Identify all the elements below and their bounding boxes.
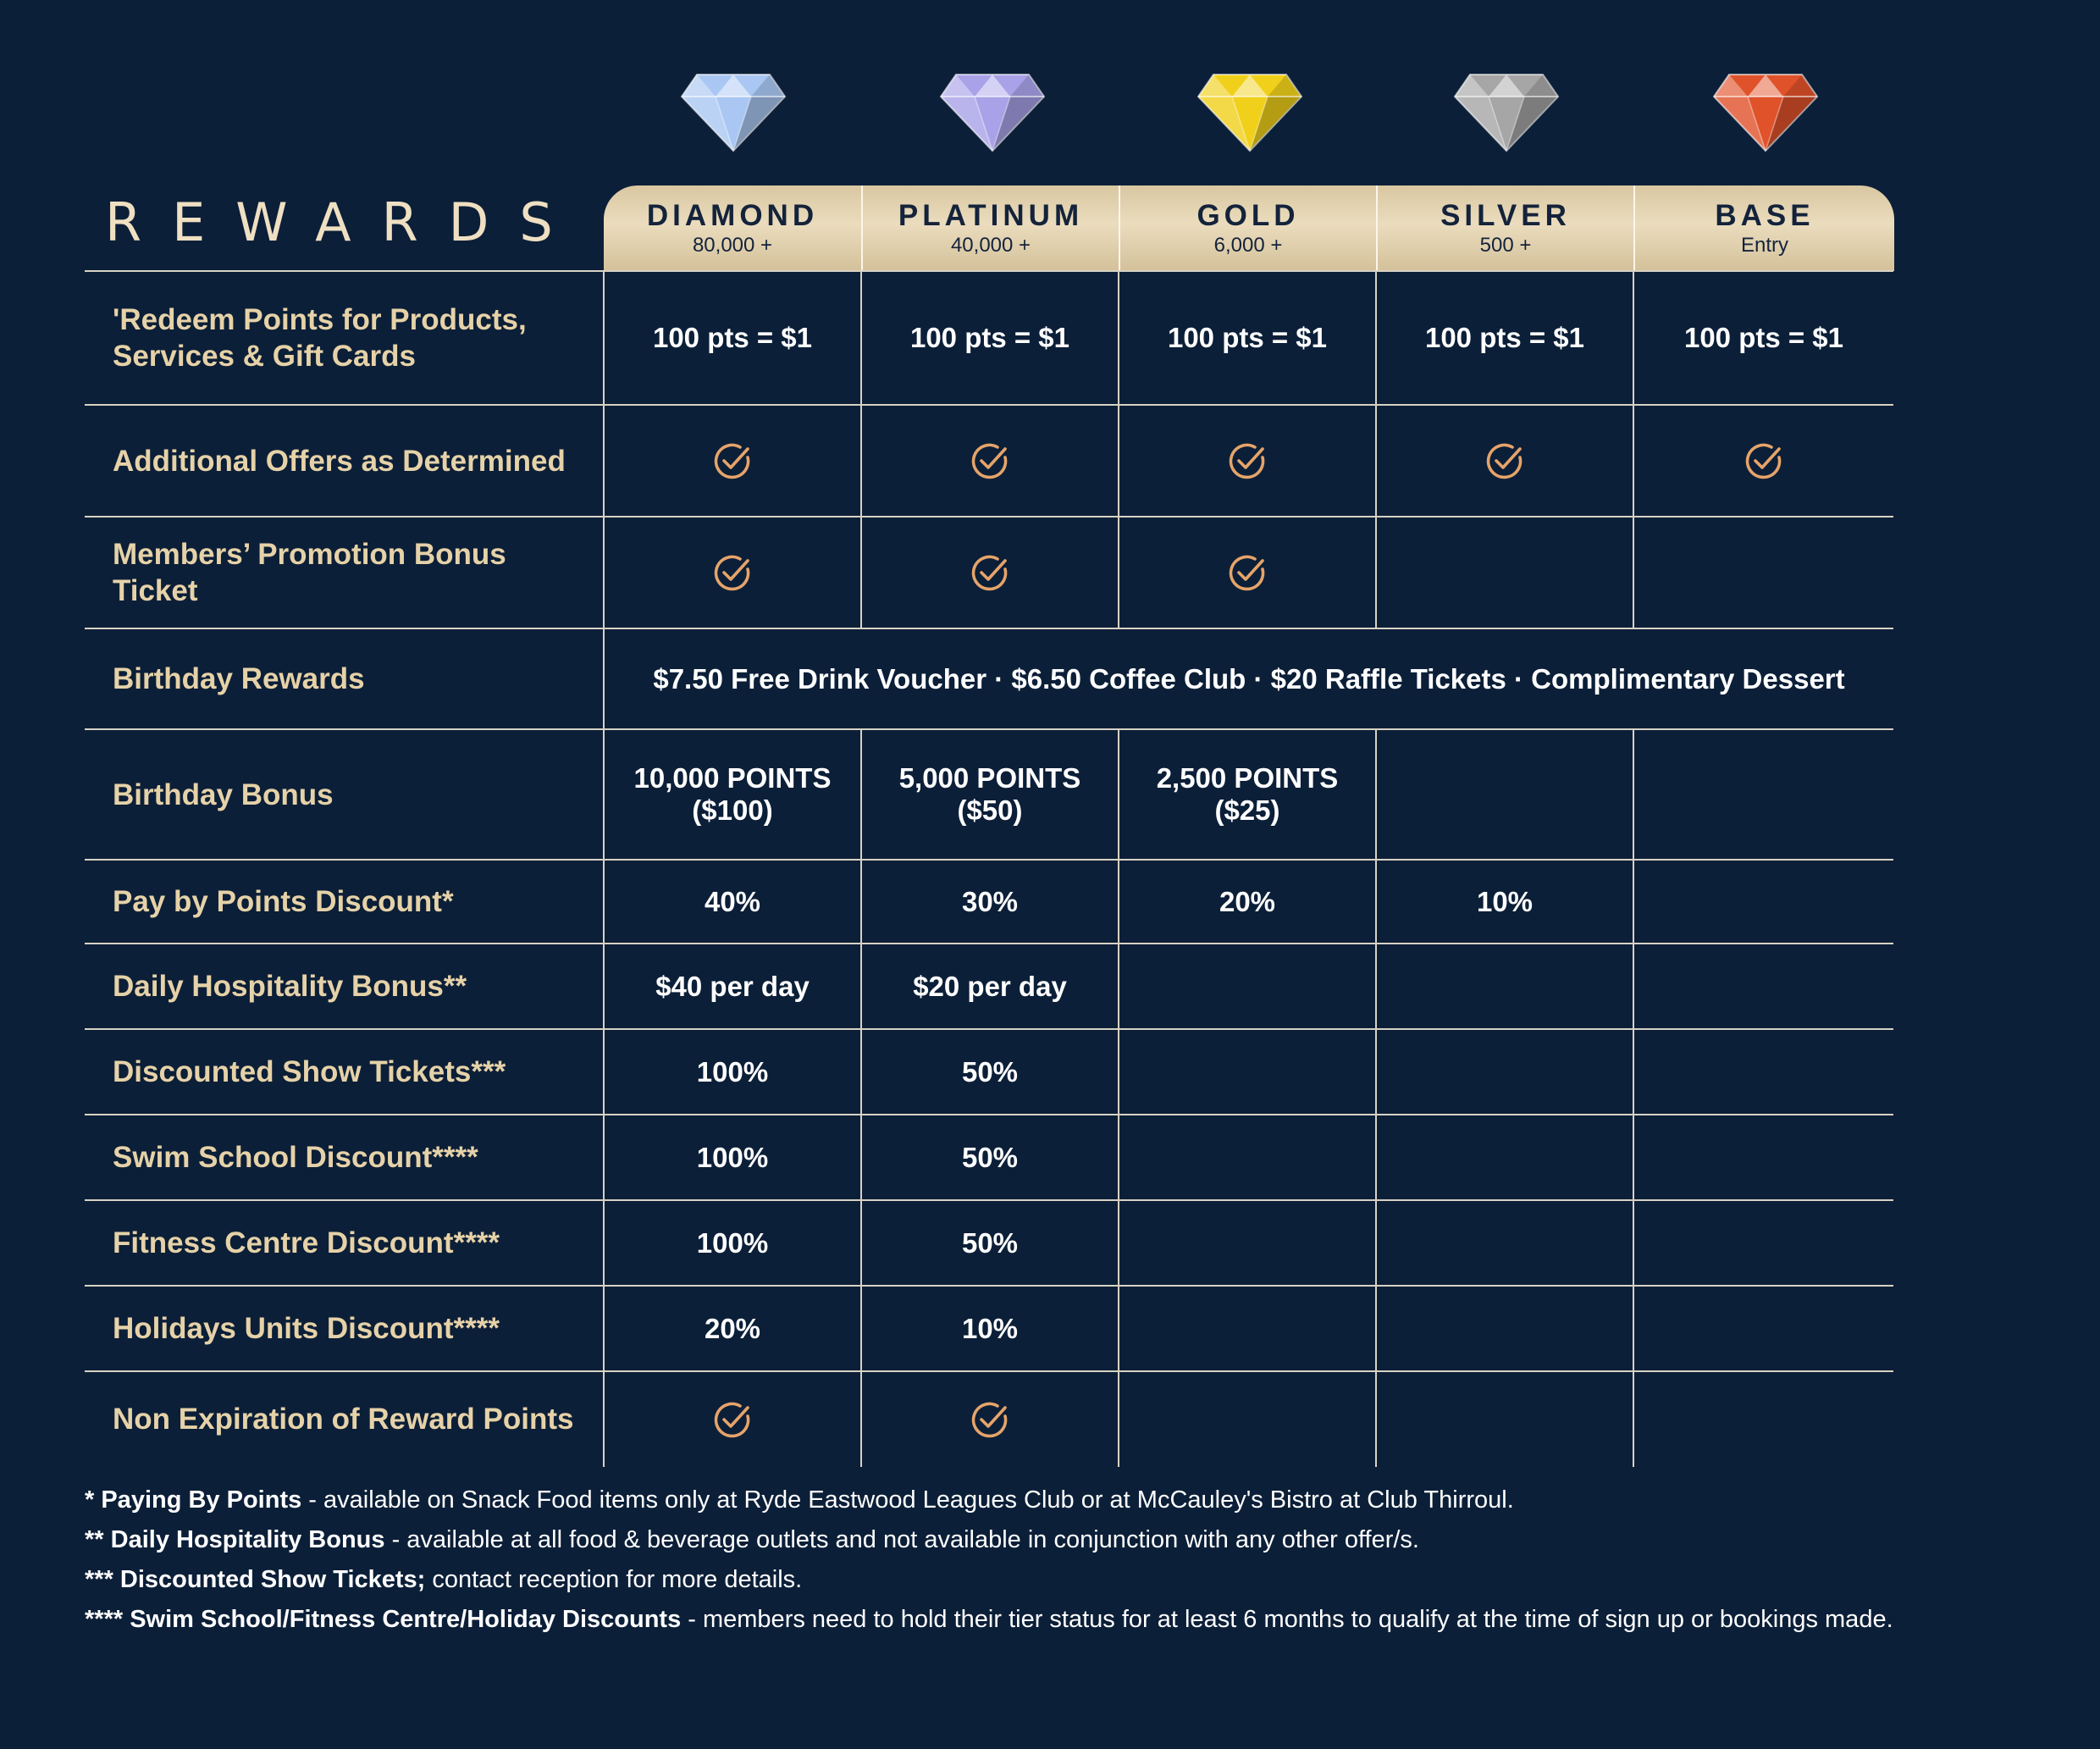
footnote-title: ** Daily Hospitality Bonus: [85, 1526, 385, 1553]
table-cell: $20 per day: [913, 970, 1067, 1002]
empty-cell: [1376, 1286, 1633, 1371]
table-cell: 2,500 POINTS ($25): [1156, 762, 1339, 826]
check-icon: [712, 1399, 753, 1440]
row-label: 'Redeem Points for Products, Services & Gift Cards: [113, 303, 527, 373]
footnotes: [85, 1481, 2100, 1640]
footnote: * Paying By Points - available on Snack Food items only at Ryde Eastwood Leagues Club or at McCauley's Bistro at Club Thirroul.: [85, 1486, 1514, 1514]
table-row: [0, 1286, 2100, 1371]
table-cell: 100%: [696, 1141, 769, 1173]
check-icon: [970, 552, 1010, 593]
row-label: Birthday Bonus: [113, 778, 334, 811]
check-icon: [970, 1399, 1010, 1440]
row-label: Swim School Discount****: [113, 1141, 478, 1174]
row-label: Discounted Show Tickets***: [113, 1055, 506, 1088]
table-cell: [1119, 405, 1376, 517]
empty-cell: [1633, 1200, 1894, 1286]
table-row: [0, 1115, 2100, 1200]
tier-threshold: 500 +: [1479, 233, 1532, 257]
empty-cell: [1633, 1371, 1894, 1467]
check-icon: [712, 440, 753, 481]
table-cell: 100%: [696, 1055, 769, 1088]
check-icon: [712, 552, 753, 593]
empty-cell: [1376, 1029, 1633, 1115]
empty-cell: [1633, 1115, 1894, 1200]
table-cell: 5,000 POINTS ($50): [898, 762, 1081, 826]
empty-cell: [1376, 729, 1633, 860]
table-cell: [604, 405, 861, 517]
row-label: Holidays Units Discount****: [113, 1312, 500, 1345]
table-cell: 50%: [961, 1141, 1019, 1173]
footnote-title: *** Discounted Show Tickets;: [85, 1566, 426, 1593]
empty-cell: [1376, 1200, 1633, 1286]
check-icon: [970, 440, 1010, 481]
empty-cell: [1119, 1029, 1376, 1115]
tier-diamond: [604, 185, 861, 271]
empty-cell: [1633, 860, 1894, 944]
empty-cell: [1376, 1115, 1633, 1200]
tier-gold: [1119, 185, 1376, 271]
table-cell: [861, 1371, 1119, 1467]
tier-threshold: 6,000 +: [1213, 233, 1283, 257]
orange-diamond-icon: [1712, 71, 1819, 152]
empty-cell: [1119, 1371, 1376, 1467]
empty-cell: [1376, 517, 1633, 628]
table-cell: 100 pts = $1: [652, 322, 813, 353]
empty-cell: [1119, 944, 1376, 1029]
table-cell: 100 pts = $1: [1424, 322, 1585, 353]
tier-name: BASE: [1715, 198, 1815, 232]
row-label: Fitness Centre Discount****: [113, 1226, 500, 1259]
footnote: ** Daily Hospitality Bonus - available at all food & beverage outlets and not available in conjunction with any other offer/s.: [85, 1526, 1419, 1553]
empty-cell: [1119, 1200, 1376, 1286]
empty-cell: [1633, 729, 1894, 860]
table-cell: 50%: [961, 1226, 1019, 1259]
table-cell: [861, 517, 1119, 628]
tier-threshold: 40,000 +: [950, 233, 1031, 257]
table-cell: 100 pts = $1: [1683, 322, 1844, 353]
empty-cell: [1633, 1029, 1894, 1115]
check-icon: [1744, 440, 1784, 481]
table-cell: 40%: [704, 885, 761, 917]
birthday-rewards-text: $7.50 Free Drink Voucher · $6.50 Coffee Club · $20 Raffle Tickets · Complimentary Dessert: [653, 662, 1845, 695]
tier-base: [1633, 185, 1894, 271]
table-row: [0, 517, 2100, 628]
empty-cell: [1119, 1115, 1376, 1200]
footnote: *** Discounted Show Tickets; contact reception for more details.: [85, 1566, 803, 1593]
table-cell: 10,000 POINTS ($100): [633, 762, 832, 826]
check-icon: [1227, 552, 1268, 593]
tier-name: DIAMOND: [646, 198, 819, 232]
table-row: [0, 628, 2100, 729]
empty-cell: [1376, 1371, 1633, 1467]
footnote: **** Swim School/Fitness Centre/Holiday Discounts - members need to hold their tier status for at least 6 months to qualify at the time of sign up or bookings made.: [85, 1606, 1893, 1633]
table-row: [0, 729, 2100, 860]
page-title: REWARDS: [105, 191, 583, 253]
table-row: [0, 405, 2100, 517]
check-icon: [1484, 440, 1525, 481]
tier-threshold: 80,000 +: [692, 233, 773, 257]
table-row: [0, 1371, 2100, 1467]
blue-diamond-icon: [680, 71, 787, 152]
tier-silver: [1376, 185, 1633, 271]
tier-name: PLATINUM: [898, 198, 1084, 232]
row-label: Additional Offers as Determined: [113, 444, 566, 478]
grey-diamond-icon: [1453, 71, 1560, 152]
table-cell: 20%: [1219, 885, 1276, 917]
row-label: Birthday Rewards: [113, 662, 365, 695]
table-cell: [1376, 405, 1633, 517]
empty-cell: [1633, 1286, 1894, 1371]
tier-name: GOLD: [1196, 198, 1300, 232]
footnote-title: **** Swim School/Fitness Centre/Holiday Discounts: [85, 1606, 682, 1633]
empty-cell: [1633, 944, 1894, 1029]
tier-threshold: Entry: [1740, 233, 1788, 257]
empty-cell: [1376, 944, 1633, 1029]
table-cell: 100 pts = $1: [1167, 322, 1328, 353]
check-icon: [1227, 440, 1268, 481]
purple-diamond-icon: [939, 71, 1046, 152]
table-cell: [861, 405, 1119, 517]
table-cell: 30%: [961, 885, 1019, 917]
table-cell: [1119, 517, 1376, 628]
table-cell: 50%: [961, 1055, 1019, 1088]
row-label: Members’ Promotion Bonus Ticket: [113, 538, 506, 607]
table-cell: 10%: [961, 1312, 1019, 1344]
table-cell: $40 per day: [655, 970, 810, 1002]
row-label: Pay by Points Discount*: [113, 885, 454, 918]
tier-name: SILVER: [1440, 198, 1571, 232]
table-cell: [604, 517, 861, 628]
table-row: [0, 944, 2100, 1029]
table-cell: 20%: [704, 1312, 761, 1344]
table-cell: 10%: [1476, 885, 1534, 917]
table-cell: 100 pts = $1: [909, 322, 1070, 353]
table-row: [0, 271, 2100, 405]
row-label: Daily Hospitality Bonus**: [113, 970, 467, 1003]
yellow-diamond-icon: [1196, 71, 1303, 152]
table-row: [0, 1200, 2100, 1286]
footnote-title: * Paying By Points: [85, 1486, 302, 1514]
empty-cell: [1633, 517, 1894, 628]
table-cell: [604, 1371, 861, 1467]
table-row: [0, 860, 2100, 944]
tier-platinum: [861, 185, 1119, 271]
table-cell: [1633, 405, 1894, 517]
table-cell: 100%: [696, 1226, 769, 1259]
empty-cell: [1119, 1286, 1376, 1371]
tier-header: [604, 185, 1894, 271]
row-label: Non Expiration of Reward Points: [113, 1403, 574, 1436]
table-row: [0, 1029, 2100, 1115]
